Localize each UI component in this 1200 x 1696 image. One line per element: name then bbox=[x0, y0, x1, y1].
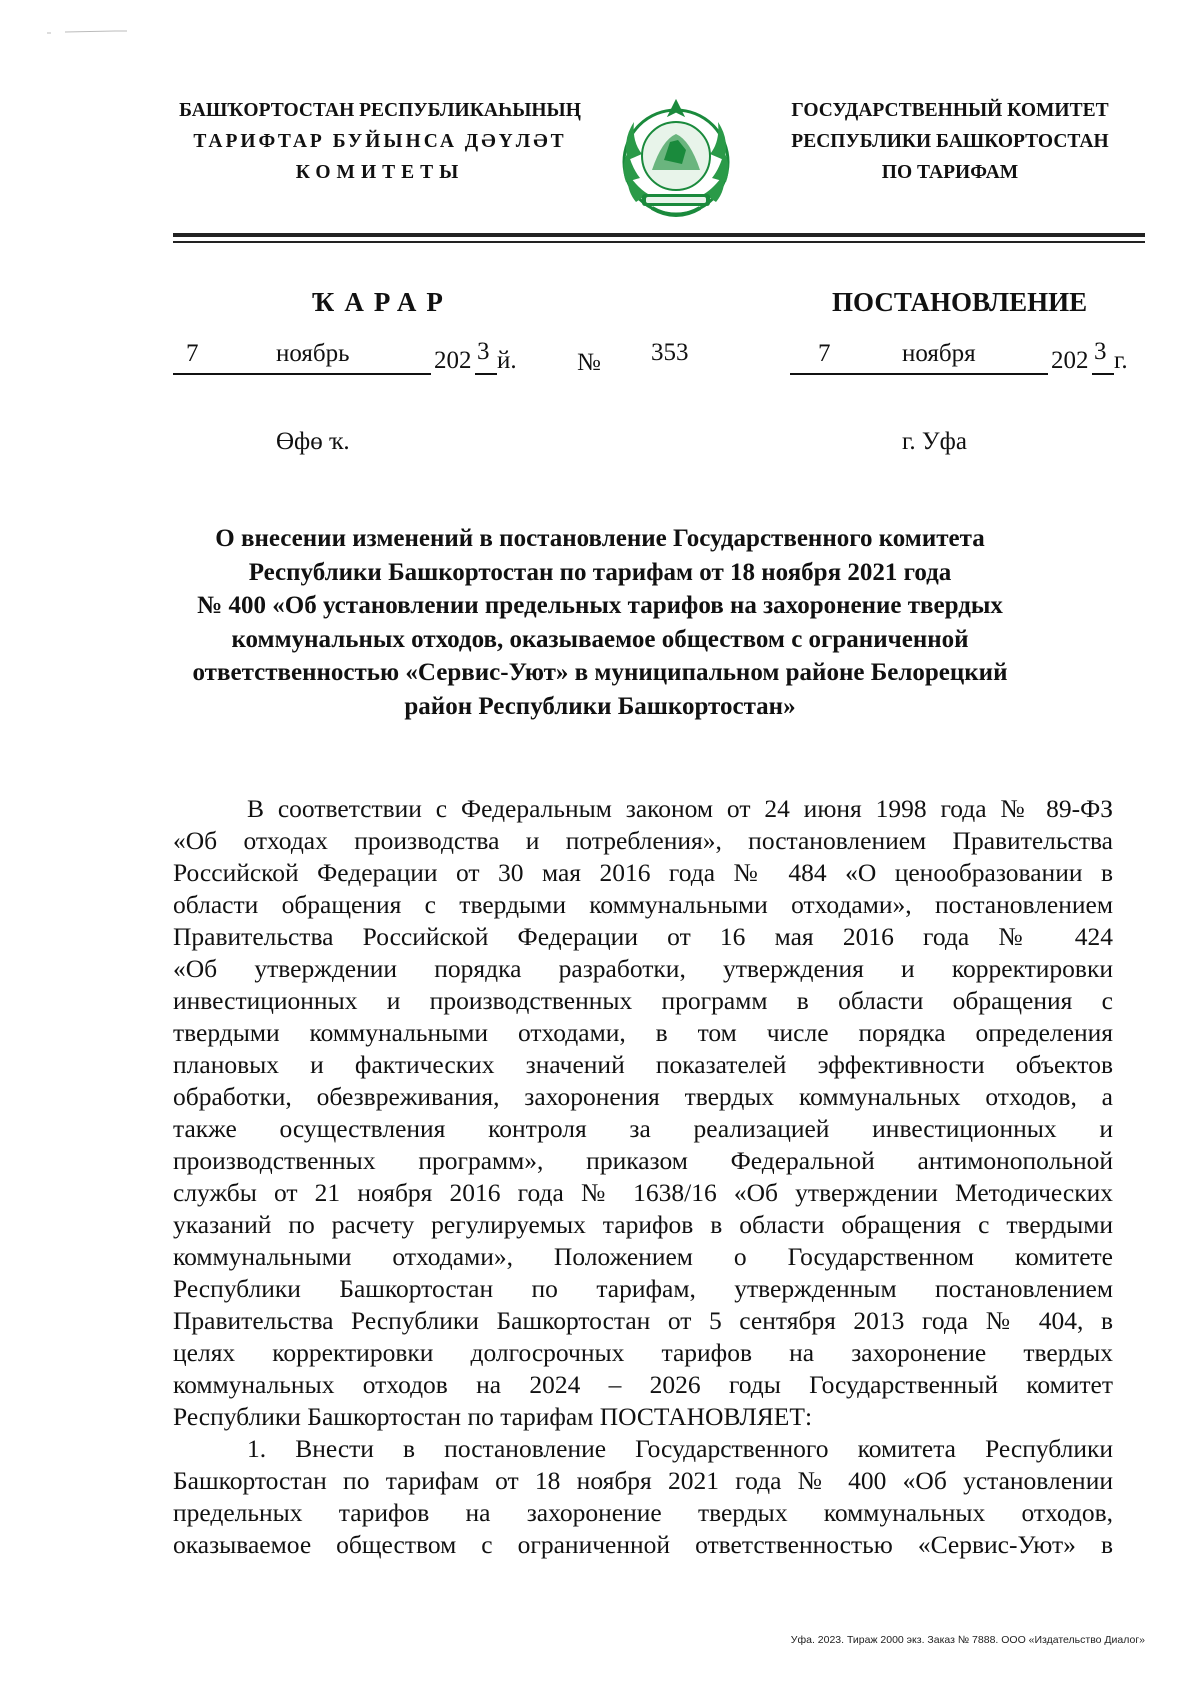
body-line: целях корректировки долгосрочных тарифов на захоронение твердых bbox=[173, 1338, 1113, 1367]
body-line: 1. Внести в постановление Государственного комитета Республики bbox=[247, 1434, 1113, 1463]
header-right bbox=[760, 95, 1140, 188]
title-line: район Республики Башкортостан» bbox=[404, 692, 796, 720]
body-line: В соответствии с Федеральным законом от 24 июня 1998 года № 89-ФЗ bbox=[247, 794, 1113, 823]
body-line: Башкортостан по тарифам от 18 ноября 2021 года № 400 «Об установлении bbox=[173, 1466, 1113, 1495]
doc-kind-russian: ПОСТАНОВЛЕНИЕ bbox=[832, 287, 1088, 317]
body-line: Российской Федерации от 30 мая 2016 года № 484 «О ценообразовании в bbox=[173, 858, 1113, 887]
header-divider-thick bbox=[173, 233, 1145, 237]
body-line: твердыми коммунальными отходами, в том числе порядка определения bbox=[173, 1018, 1113, 1047]
print-imprint-note: Уфа. 2023. Тираж 2000 экз. Заказ № 7888. ООО «Издательство Диалог» bbox=[790, 1634, 1145, 1646]
body-line: области обращения с твердыми коммунальными отходами», постановлением bbox=[173, 890, 1113, 919]
right-date-year-prefix: 202 bbox=[1051, 347, 1089, 374]
header-left-line-2: ТАРИФТАР БУЙЫНСА ДӘҮЛӘТ bbox=[193, 131, 567, 152]
body-line: «Об отходах производства и потребления», постановлением Правительства bbox=[173, 826, 1113, 855]
body-line: обработки, обезвреживания, захоронения твердых коммунальных отходов, а bbox=[173, 1082, 1113, 1111]
header-right-line-3: ПО ТАРИФАМ bbox=[881, 162, 1019, 183]
body-line: Республики Башкортостан по тарифам ПОСТАНОВЛЯЕТ: bbox=[173, 1402, 813, 1431]
city-russian: г. Уфа bbox=[902, 428, 967, 455]
title-line: ответственностью «Сервис-Уют» в муниципальном районе Белорецкий bbox=[192, 659, 1008, 686]
right-date-suffix: г. bbox=[1114, 347, 1128, 374]
right-date-underline bbox=[790, 373, 1048, 375]
header-right-line-2: РЕСПУБЛИКИ БАШКОРТОСТАН bbox=[791, 131, 1109, 152]
body-line: плановых и фактических значений показателей эффективности объектов bbox=[173, 1050, 1113, 1079]
right-date-month: ноября bbox=[902, 340, 976, 367]
right-date-year-digit: 3 bbox=[1094, 338, 1107, 365]
body-line: указаний по расчету регулируемых тарифов в области обращения с твердыми bbox=[173, 1210, 1113, 1239]
body-line: коммунальных отходов на 2024 – 2026 годы Государственный комитет bbox=[173, 1370, 1113, 1399]
left-date-year-prefix: 202 bbox=[434, 347, 472, 374]
title-line: О внесении изменений в постановление Государственного комитета bbox=[215, 525, 985, 552]
body-line: Правительства Республики Башкортостан от 5 сентября 2013 года № 404, в bbox=[173, 1306, 1113, 1335]
body-line: оказываемое обществом с ограниченной ответственностью «Сервис-Уют» в bbox=[173, 1530, 1113, 1559]
body-line: инвестиционных и производственных программ в области обращения с bbox=[173, 986, 1113, 1015]
body-line: также осуществления контроля за реализацией инвестиционных и bbox=[173, 1114, 1113, 1143]
title-line: коммунальных отходов, оказываемое обществом с ограниченной bbox=[231, 625, 969, 653]
body-line: производственных программ», приказом Федеральной антимонопольной bbox=[173, 1146, 1113, 1175]
scan-mark bbox=[45, 28, 135, 36]
doc-number: 353 bbox=[651, 339, 689, 366]
right-year-underline bbox=[1092, 373, 1114, 375]
right-date-day: 7 bbox=[818, 340, 831, 367]
body-paragraph-2 bbox=[173, 1433, 1113, 1561]
left-year-underline bbox=[475, 373, 497, 375]
body-line: Правительства Российской Федерации от 16 мая 2016 года № 424 bbox=[173, 922, 1113, 951]
left-date-underline bbox=[173, 373, 431, 375]
body-line: службы от 21 ноября 2016 года № 1638/16 «Об утверждении Методических bbox=[173, 1178, 1113, 1207]
body-line: коммунальными отходами», Положением о Государственном комитете bbox=[173, 1242, 1113, 1271]
body-line: предельных тарифов на захоронение твердых коммунальных отходов, bbox=[173, 1498, 1113, 1527]
city-bashkir: Өфө ҡ. bbox=[276, 428, 350, 455]
header-left bbox=[130, 95, 630, 188]
body-paragraph-1 bbox=[173, 793, 1113, 1433]
header-left-line-1: БАШҠОРТОСТАН РЕСПУБЛИКАҺЫНЫҢ bbox=[179, 100, 581, 121]
header-left-line-3: КОМИТЕТЫ bbox=[295, 162, 465, 183]
header-right-line-1: ГОСУДАРСТВЕННЫЙ КОМИТЕТ bbox=[791, 100, 1109, 121]
doc-kind-bashkir: ҠАРАР bbox=[312, 287, 453, 317]
header-divider-thin bbox=[173, 241, 1145, 243]
title-line: Республики Башкортостан по тарифам от 18 ноября 2021 года bbox=[248, 558, 952, 586]
left-date-suffix: й. bbox=[497, 347, 517, 374]
document-title bbox=[140, 522, 1060, 723]
body-line: «Об утверждении порядка разработки, утверждения и корректировки bbox=[173, 954, 1113, 983]
left-date-day: 7 bbox=[186, 340, 199, 367]
left-date-month: ноябрь bbox=[276, 340, 350, 367]
body-line: Республики Башкортостан по тарифам, утвержденным постановлением bbox=[173, 1274, 1113, 1303]
coat-of-arms-icon bbox=[612, 90, 740, 230]
title-line: № 400 «Об установлении предельных тарифов на захоронение твердых bbox=[197, 592, 1003, 619]
left-date-year-digit: 3 bbox=[477, 338, 490, 365]
number-sign: № bbox=[577, 349, 601, 376]
